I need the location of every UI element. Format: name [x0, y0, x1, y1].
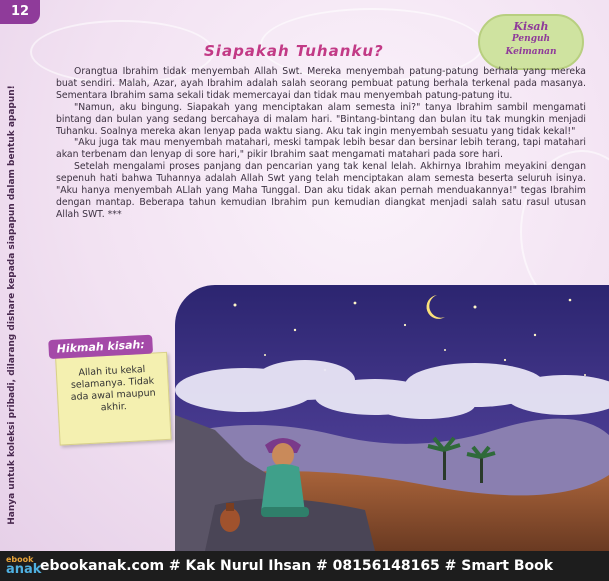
badge-line-3: Keimanan: [505, 47, 557, 57]
hikmah-line: selamanya. Tidak: [70, 375, 155, 391]
side-notice: [0, 70, 24, 540]
paragraph: Orangtua Ibrahim tidak menyembah Allah Swt. Mereka menyembah patung-patung berhala yang mereka buat sendiri. Malah, Azar, ayah Ibrahim adalah salah seorang pembuat patung berhala terkenal pada masanya. Sementara Ibrahim sama sekali tidak memercayai dan tidak mau menyembah patung-patung itu.: [56, 66, 586, 101]
logo-bottom: anak: [6, 562, 42, 577]
side-notice-text: Hanya untuk koleksi pribadi, dilarang dishare kepada siapapun dalam bentuk apapun!: [7, 85, 17, 525]
badge-line-1: Kisah: [513, 20, 549, 33]
logo-top: ebook: [6, 555, 34, 564]
hikmah-heading: Hikmah kisah:: [48, 335, 153, 359]
story-body: [56, 66, 586, 221]
night-scene-svg: [175, 285, 609, 551]
page-number: 12: [0, 0, 40, 24]
night-scene-illustration: [175, 285, 609, 551]
footer-bar: [0, 551, 609, 581]
story-title: Siapakah Tuhanku?: [204, 42, 384, 60]
hikmah-line: akhir.: [100, 401, 128, 414]
paragraph: "Namun, aku bingung. Siapakah yang menciptakan alam semesta ini?" tanya Ibrahim sambil mengamati bintang dan bulan yang sedang bercahaya di malam hari. "Bintang-bintang dan bulan itu tak mungkin menjadi Tuhanku. Soalnya mereka akan lenyap pada waktu siang. Aku tak ingin menyembah sesuatu yang tidak kekal!": [56, 101, 586, 137]
ebookanak-logo: [6, 555, 42, 577]
hikmah-paper: [55, 352, 171, 446]
paragraph: Setelah mengalami proses panjang dan pencarian yang tak kenal lelah. Akhirnya Ibrahim meyakini dengan sepenuh hati bahwa Tuhannya adalah Allah Swt yang telah menciptakan alam semesta beserta seluruh isinya. "Aku hanya menyembah ALlah yang Maha Tunggal. Dan aku tidak akan pernah menduakannya!" tegas Ibrahim dengan mantap. Beberapa tahun kemudian Ibrahim pun kemudian diangkat menjadi salah satu rasul utusan Allah SWT. ***: [56, 161, 586, 220]
badge-line-2: Penguh: [511, 34, 551, 44]
footer-text: ebookanak.com # Kak Nurul Ihsan # 08156148165 # Smart Book: [40, 558, 554, 574]
paragraph: "Aku juga tak mau menyembah matahari, meski tampak lebih besar dan bersinar lebih terang, tapi matahari akan terbenam dan lenyap di sore hari," pikir Ibrahim saat mengamati matahari pada sore hari.: [56, 137, 586, 161]
hikmah-line: ada awal maupun: [70, 387, 156, 403]
series-badge: [478, 14, 584, 70]
hikmah-line: Allah itu kekal: [78, 364, 146, 379]
hikmah-note: [40, 334, 176, 451]
